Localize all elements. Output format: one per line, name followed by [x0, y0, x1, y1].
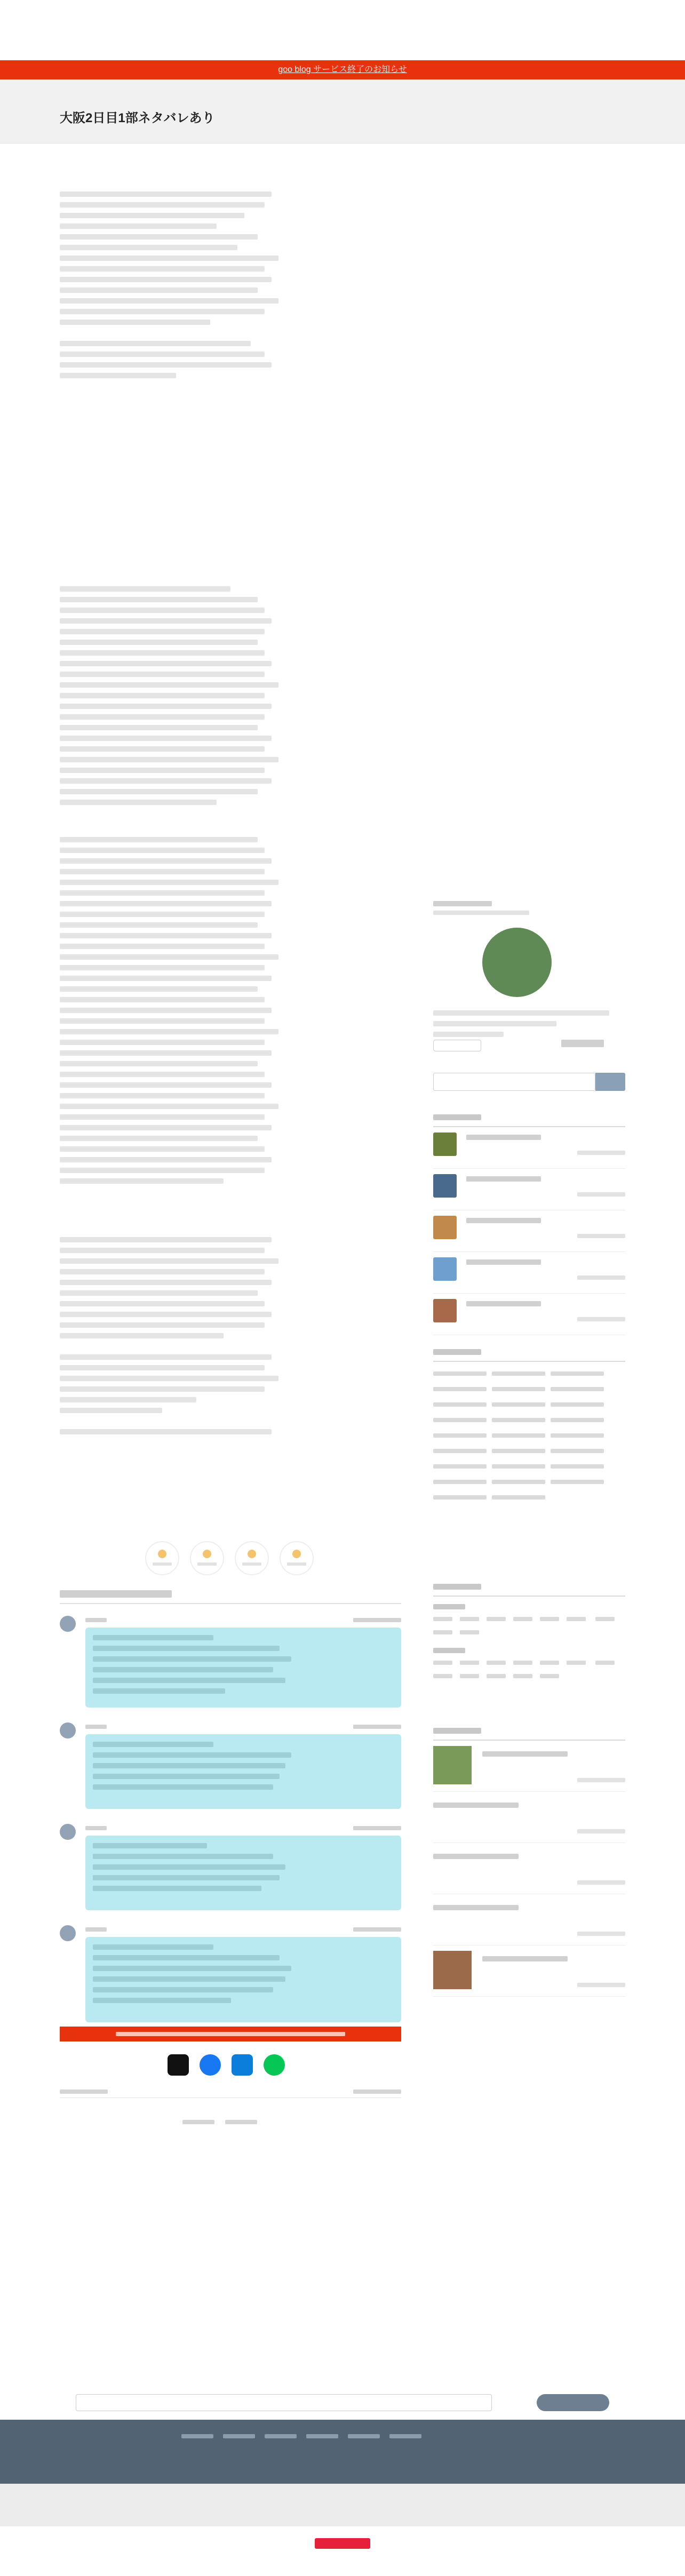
text-line [60, 661, 272, 666]
text-line [60, 725, 258, 730]
commenter-avatar [60, 1925, 76, 1941]
footer-search-input[interactable] [76, 2394, 492, 2411]
reaction-button[interactable] [280, 1541, 314, 1575]
category-link[interactable] [433, 1371, 487, 1376]
comment [60, 1616, 401, 1712]
post-body-block-2 [60, 586, 401, 810]
text-line [60, 1280, 272, 1285]
category-link[interactable] [551, 1464, 604, 1469]
month-link[interactable] [540, 1661, 559, 1665]
popular-articles [433, 1728, 625, 1997]
commenter-name [85, 1725, 107, 1729]
text-line [93, 1784, 273, 1790]
article-thumbnail [433, 1746, 472, 1784]
text-line [60, 1312, 272, 1317]
text-line [60, 1008, 272, 1013]
profile-blog-title[interactable] [433, 901, 492, 906]
text-line [60, 597, 258, 602]
text-line [60, 1029, 278, 1034]
text-line [60, 277, 272, 282]
commenter-avatar [60, 1616, 76, 1632]
month-link[interactable] [513, 1661, 532, 1665]
service-end-notice-link[interactable]: goo blog サービス終了のお知らせ [278, 65, 407, 74]
text-line [60, 997, 265, 1002]
text-line [60, 1269, 265, 1274]
text-line [60, 837, 258, 842]
recent-articles-heading [433, 1114, 625, 1127]
text-line [60, 965, 265, 970]
text-line [60, 1168, 265, 1173]
month-link[interactable] [460, 1661, 479, 1665]
commenter-avatar [60, 1824, 76, 1840]
month-link[interactable] [540, 1674, 559, 1678]
text-line [60, 1386, 265, 1392]
comment-date [353, 1826, 401, 1830]
blog-search [433, 1073, 625, 1091]
post-body-block-3 [60, 837, 401, 1189]
text-line [60, 736, 272, 741]
text-line [60, 320, 210, 325]
profile-description [433, 1010, 609, 1042]
reaction-label [242, 1562, 261, 1566]
commenter-avatar [60, 1722, 76, 1738]
reaction-icon [203, 1550, 211, 1558]
comment-body [85, 1628, 401, 1708]
text-line [60, 672, 265, 677]
article-thumbnail [433, 1174, 457, 1198]
month-link[interactable] [567, 1661, 586, 1665]
text-line [60, 650, 265, 656]
profile-widget [433, 901, 625, 915]
popular-article[interactable] [433, 1843, 625, 1894]
text-line [93, 1635, 213, 1640]
category-link[interactable] [492, 1464, 545, 1469]
web-search-button[interactable] [537, 2394, 609, 2411]
text-line [60, 704, 272, 709]
reaction-icon [158, 1550, 166, 1558]
text-line [60, 944, 265, 949]
recent-article[interactable] [433, 1252, 625, 1294]
text-line [60, 1114, 265, 1120]
comment-body [85, 1734, 401, 1809]
text-line [60, 746, 265, 752]
text-line [60, 1248, 265, 1253]
article-title[interactable] [433, 1803, 519, 1808]
text-line [93, 1763, 285, 1768]
month-link[interactable] [595, 1661, 615, 1665]
next-post-link[interactable] [353, 2089, 401, 2094]
text-line [60, 1146, 265, 1152]
text-line [60, 757, 278, 762]
recent-articles [433, 1114, 625, 1335]
post-body-block-1 [60, 192, 401, 384]
post-header [0, 79, 685, 143]
text-line [60, 373, 176, 378]
comment [60, 1722, 401, 1813]
blog-name[interactable] [60, 87, 625, 97]
text-line [60, 1018, 265, 1024]
docomo-logo [315, 2538, 370, 2549]
comment-closed-notice[interactable] [60, 2027, 401, 2041]
text-line [93, 1944, 213, 1950]
text-line [60, 245, 237, 250]
bottom-links [182, 2117, 278, 2124]
month-link[interactable] [540, 1617, 559, 1621]
text-line [60, 362, 272, 368]
reaction-buttons [145, 1541, 316, 1584]
text-line [60, 1157, 272, 1162]
comment-list-heading [60, 1588, 401, 1604]
month-link[interactable] [460, 1617, 479, 1621]
article-title[interactable] [466, 1301, 541, 1306]
category-heading [433, 1349, 625, 1362]
article-date [577, 1829, 625, 1833]
text-line [60, 266, 265, 272]
text-line [60, 986, 258, 992]
article-list-link[interactable] [225, 2120, 257, 2124]
category-link[interactable] [492, 1402, 545, 1407]
text-line [93, 1646, 280, 1651]
post-navigation [60, 2087, 401, 2098]
footer-links-bar [0, 2420, 685, 2484]
footer-link[interactable] [306, 2434, 338, 2438]
article-thumbnail [433, 1133, 457, 1156]
footer-link[interactable] [223, 2434, 255, 2438]
footer-link[interactable] [181, 2434, 213, 2438]
footer-brand [0, 2526, 685, 2576]
category-link[interactable] [551, 1433, 604, 1438]
text-line [60, 1050, 272, 1056]
text-line [60, 954, 278, 960]
text-line [60, 192, 272, 197]
text-line [60, 1072, 265, 1077]
post-title: 大阪2日目1部ネタバレあり [60, 111, 215, 125]
article-date [577, 1880, 625, 1885]
text-line [93, 1742, 213, 1747]
text-line [93, 1886, 261, 1891]
reaction-label [153, 1562, 172, 1566]
text-line [93, 1864, 285, 1870]
text-line [60, 1104, 278, 1109]
text-line [60, 922, 258, 928]
text-line [60, 1408, 162, 1413]
text-line [60, 976, 272, 981]
category-link[interactable] [551, 1480, 604, 1484]
text-line [60, 586, 230, 592]
popular-articles-heading [433, 1728, 625, 1741]
footer-search [0, 2390, 685, 2415]
post-body-block-4 [60, 1237, 401, 1440]
text-line [433, 1032, 504, 1037]
category-link[interactable] [492, 1387, 545, 1391]
comment [60, 1824, 401, 1915]
content-layout [60, 143, 625, 1738]
footer-link[interactable] [265, 2434, 297, 2438]
month-link[interactable] [460, 1674, 479, 1678]
comment [60, 1925, 401, 2021]
month-link[interactable] [433, 1674, 452, 1678]
popular-article[interactable] [433, 1792, 625, 1843]
text-line [93, 1976, 285, 1982]
commenter-name [85, 1618, 107, 1622]
back-number-year [433, 1648, 465, 1653]
text-line [60, 901, 272, 906]
article-title[interactable] [466, 1135, 541, 1140]
text-line [60, 1136, 258, 1141]
text-line [60, 778, 272, 784]
text-line [93, 1688, 225, 1694]
text-line [93, 1875, 280, 1880]
text-line [60, 858, 272, 864]
text-line [93, 1987, 273, 1992]
article-title[interactable] [482, 1956, 568, 1961]
article-thumbnail [433, 1951, 472, 1989]
text-line [60, 1354, 272, 1360]
reaction-label [197, 1562, 217, 1566]
facebook-share-icon[interactable] [200, 2054, 221, 2076]
follow-button[interactable] [433, 1040, 481, 1051]
blog-search-button[interactable] [595, 1073, 625, 1091]
text-line [93, 1678, 285, 1683]
text-line [60, 1322, 265, 1328]
popular-article[interactable] [433, 1741, 625, 1792]
text-line [93, 1667, 273, 1672]
text-line [60, 213, 244, 218]
text-line [60, 234, 258, 240]
article-title[interactable] [466, 1218, 541, 1223]
article-date [577, 1151, 625, 1155]
month-link[interactable] [487, 1661, 506, 1665]
category-link[interactable] [492, 1371, 545, 1376]
text-line [60, 880, 278, 885]
category-link[interactable] [433, 1402, 487, 1407]
month-link[interactable] [513, 1617, 532, 1621]
back-number [433, 1584, 625, 1684]
commenter-name [85, 1826, 107, 1830]
month-link[interactable] [567, 1617, 586, 1621]
reaction-button[interactable] [235, 1541, 269, 1575]
category-link[interactable] [551, 1402, 604, 1407]
footer-links [181, 2431, 480, 2437]
text-line [93, 1656, 291, 1662]
text-line [60, 1376, 278, 1381]
text-line [60, 890, 265, 896]
recent-article[interactable] [433, 1169, 625, 1210]
text-line [60, 1040, 265, 1045]
recent-article[interactable] [433, 1127, 625, 1169]
recent-article[interactable] [433, 1294, 625, 1335]
month-link[interactable] [595, 1617, 615, 1621]
article-title[interactable] [433, 1854, 519, 1859]
back-number-year [433, 1604, 465, 1609]
category-link[interactable] [433, 1480, 487, 1484]
text-line [60, 341, 251, 346]
article-title[interactable] [433, 1905, 519, 1910]
blog-search-input[interactable] [433, 1073, 595, 1091]
text-line [60, 1237, 272, 1242]
commenter-name [85, 1927, 107, 1932]
category-link[interactable] [551, 1371, 604, 1376]
top-spacer [0, 0, 685, 60]
share-buttons [168, 2054, 296, 2078]
month-link[interactable] [433, 1617, 452, 1621]
footer-link[interactable] [348, 2434, 380, 2438]
text-line [60, 1082, 272, 1088]
text-line [60, 618, 272, 624]
profile-image [482, 928, 552, 997]
footer-link[interactable] [389, 2434, 421, 2438]
category-link[interactable] [433, 1418, 487, 1422]
comment-body [85, 1836, 401, 1910]
text-line [60, 1365, 265, 1370]
category-link[interactable] [492, 1495, 545, 1500]
category-link[interactable] [492, 1433, 545, 1438]
category-link[interactable] [433, 1387, 487, 1391]
text-line [60, 640, 258, 645]
text-line [60, 800, 217, 805]
popular-article[interactable] [433, 1894, 625, 1945]
reaction-icon [248, 1550, 256, 1558]
reaction-icon [292, 1550, 301, 1558]
article-date [577, 1778, 625, 1782]
category-link[interactable] [433, 1433, 487, 1438]
text-line [60, 288, 258, 293]
text-line [60, 352, 265, 357]
article-date [577, 1234, 625, 1238]
category-link[interactable] [492, 1449, 545, 1453]
month-link[interactable] [433, 1661, 452, 1665]
comment-date [353, 1927, 401, 1932]
text-line [93, 1854, 273, 1859]
article-title[interactable] [466, 1259, 541, 1265]
comment-date [353, 1725, 401, 1729]
month-link[interactable] [487, 1617, 506, 1621]
text-line [60, 1061, 258, 1066]
article-title[interactable] [466, 1176, 541, 1182]
text-line [60, 912, 265, 917]
month-link[interactable] [460, 1630, 479, 1634]
text-line [60, 629, 265, 634]
text-line [60, 1178, 224, 1184]
text-line [60, 298, 278, 304]
category-link[interactable] [551, 1387, 604, 1391]
back-number-heading [433, 1584, 625, 1597]
category-link[interactable] [433, 1464, 487, 1469]
text-line [60, 309, 265, 314]
previous-post-link[interactable] [60, 2089, 108, 2094]
category-link[interactable] [492, 1480, 545, 1484]
text-line [60, 693, 265, 698]
footer-sub-links [0, 2484, 685, 2526]
month-link[interactable] [433, 1630, 452, 1634]
text-line [60, 608, 265, 613]
text-line [60, 1397, 196, 1402]
text-line [60, 1125, 272, 1130]
top-link[interactable] [182, 2120, 214, 2124]
profile-blog-subtitle [433, 911, 529, 915]
text-line [60, 848, 265, 853]
category-link[interactable] [433, 1449, 487, 1453]
category-list [433, 1349, 625, 1506]
text-line [60, 933, 272, 938]
text-line [60, 1301, 265, 1306]
service-end-notice-bar[interactable] [0, 60, 685, 79]
article-date [577, 1317, 625, 1321]
text-line [93, 1966, 291, 1971]
text-line [433, 1021, 556, 1026]
text-line [60, 1333, 224, 1338]
article-date [577, 1983, 625, 1987]
month-link[interactable] [487, 1674, 506, 1678]
line-share-icon[interactable] [264, 2054, 285, 2076]
text-line [60, 202, 265, 208]
category-link[interactable] [433, 1495, 487, 1500]
text-line [93, 1843, 207, 1848]
comment-body [85, 1937, 401, 2022]
article-title[interactable] [482, 1751, 568, 1757]
category-link[interactable] [551, 1449, 604, 1453]
text-line [433, 1010, 609, 1016]
text-line [60, 789, 258, 794]
text-line [60, 768, 265, 773]
text-line [93, 1955, 280, 1960]
text-line [60, 682, 278, 688]
category-link[interactable] [551, 1418, 604, 1422]
text-line [93, 1998, 231, 2003]
text-line [60, 256, 278, 261]
reaction-button[interactable] [145, 1541, 179, 1575]
article-thumbnail [433, 1299, 457, 1322]
text-line [60, 1258, 278, 1264]
post-meta [618, 133, 625, 140]
article-date [577, 1932, 625, 1936]
text-line [93, 1774, 280, 1779]
article-date [577, 1192, 625, 1197]
text-line [60, 224, 217, 229]
comment-date [353, 1618, 401, 1622]
article-thumbnail [433, 1257, 457, 1281]
follower-count [561, 1040, 604, 1047]
text-line [60, 869, 265, 874]
text-line [93, 1752, 291, 1758]
hatena-bookmark-icon[interactable] [232, 2054, 253, 2076]
reaction-label [287, 1562, 306, 1566]
text-line [60, 714, 265, 720]
text-line [60, 1429, 272, 1434]
text-line [60, 1290, 258, 1296]
category-link[interactable] [492, 1418, 545, 1422]
popular-article[interactable] [433, 1945, 625, 1997]
text-line [60, 1093, 265, 1098]
month-link[interactable] [513, 1674, 532, 1678]
recent-article[interactable] [433, 1210, 625, 1252]
article-thumbnail [433, 1216, 457, 1239]
article-date [577, 1275, 625, 1280]
reaction-button[interactable] [190, 1541, 224, 1575]
category-grid [433, 1362, 625, 1506]
x-share-icon[interactable] [168, 2054, 189, 2076]
